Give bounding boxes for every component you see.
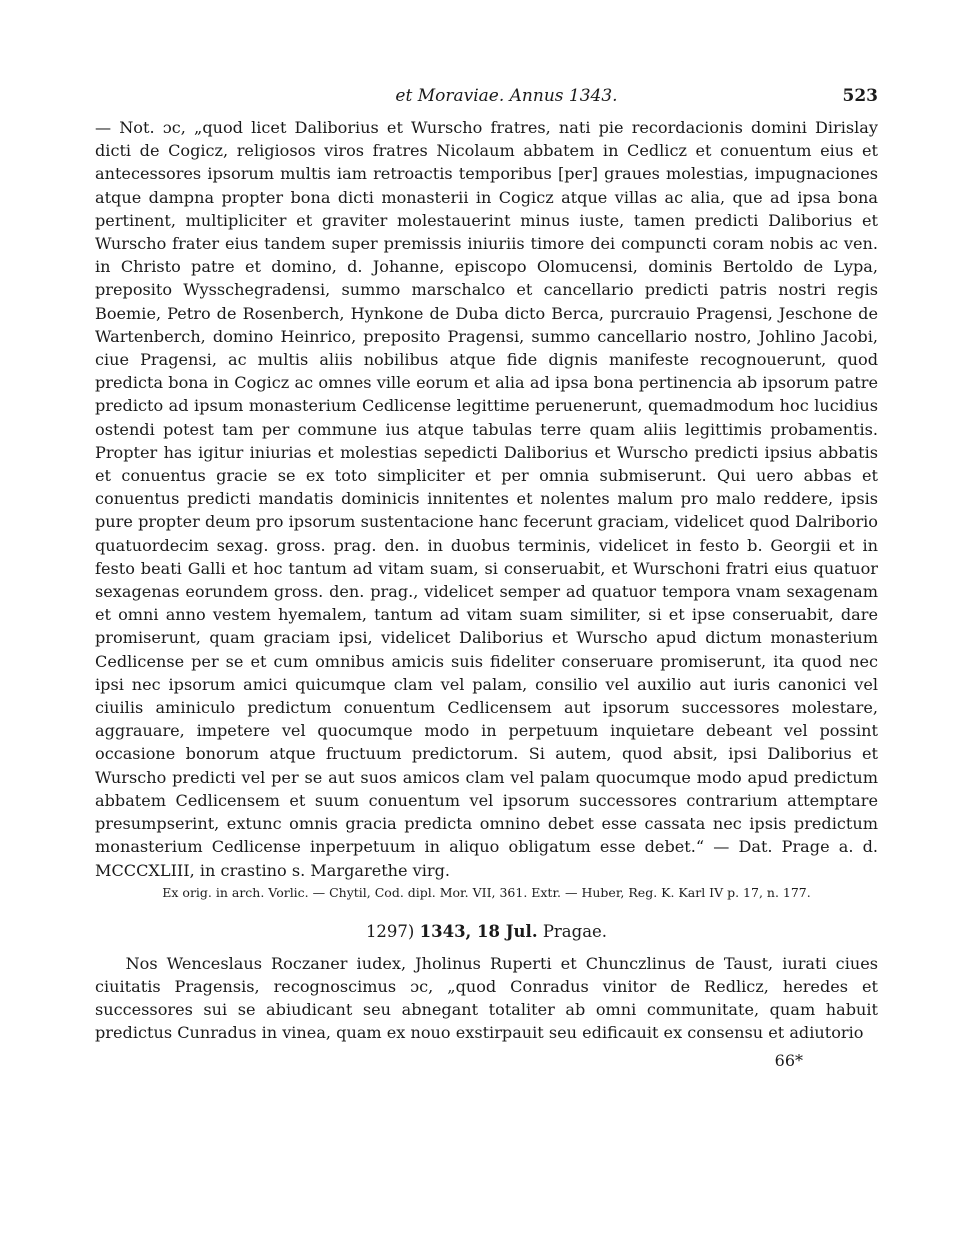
page-number: 523 [842, 86, 878, 106]
charter-date: 1343, 18 Jul. [419, 921, 538, 941]
charter-text-1297: Nos Wenceslaus Roczaner iudex, Jholinus Ruperti et Chunczlinus de Taust, iurati ciues ciuitatis Pragensis, recognoscimus ɔc, „quod Conradus vinitor de Redlicz, heredes et successores sui se abiudicant seu abnegant totaliter ab omni communitate, quam habuit predictus Cunradus in vinea, quam ex nouo exstirpauit seu edificauit ex consensu et adiutorio [95, 953, 878, 1043]
charter-text-1296: — Not. ɔc, „quod licet Daliborius et Wurscho fratres, nati pie recordacionis domini Dirislay dicti de Cogicz, religiosos viros fratres Nicolaum abbatem in Cedlicz et conuentum eius et antecessores ipsorum multis iam retroactis temporibus [per] graues molestias, impugnaciones atque dampna propter bona dicti monasterii in Cogicz atque villas ac alia, que ad ipsa bona pertinent, multipliciter et graviter molestauerint minus iuste, tamen predicti Daliborius et Wurscho frater eius tandem super premissis iniuriis timore dei compuncti coram nobis ac ven. in Christo patre et domino, d. Johanne, episcopo Olomucensi, dominis Bertoldo de Lypa, preposito Wysschegradensi, summo marschalco et cancellario predicti patris nostri regis Boemie, Petro de Rosenberch, Hynkone de Duba dicto Berca, purcrauio Pragensi, Jeschone de Wartenberch, domino Heinrico, preposito Pragensi, summo cancellario nostro, Johlino Jacobi, ciue Pragensi, ac multis aliis nobilibus atque fide dignis manifeste recognouerunt, quod predicta bona in Cogicz ac omnes ville eorum et alia ad ipsa bona pertinencia ab ipsorum patre predicto ad ipsum monasterium Cedlicense legittime peruenerunt, quemadmodum hoc lucidius ostendi potest tam per commune ius atque tabulas terre quam aliis legittimis probamentis. Propter has igitur iniurias et molestias sepedicti Daliborius et Wurscho predicti ipsius abbatis et conuentus gracie se ex toto simpliciter et per omnia submiserunt. Qui uero abbas et conuentus predicti mandatis dominicis innitentes et nolentes malum pro malo reddere, ipsis pure propter deum pro ipsorum sustentacione hanc fecerunt graciam, videlicet quod Dalriborio quatuordecim sexag. gross. prag. den. in duobus terminis, videlicet in festo b. Georgii et in festo beati Galli et hoc tantum ad vitam suam, si conseruabit, et Wurschoni fratri eius quatuor sexagenas eorundem gross. den. prag., videlicet semper ad quatuor tempora vnam sexagenam et omni anno vestem hyemalem, tantum ad vitam suam similiter, si et ipse conseruabit, dare promiserunt, quam graciam ipsi, videlicet Daliborius et Wurscho apud dictum monasterium Cedlicense per se et cum omnibus amicis suis fideliter conseruare promiserunt, ita quod nec ipsi nec ipsorum amici quicumque clam vel palam, consilio vel auxilio aut iuris canonici vel ciuilis aminiculo predictum conuentum Cedlicensem aut ipsorum successores molestare, aggrauare, impetere vel quocumque modo in perpetuum inquietare debeant vel possint occasione bonorum atque fructuum predictorum. Si autem, quod absit, ipsi Daliborius et Wurscho predicti vel per se aut suos amicos clam vel palam quocumque modo apud predictum abbatem Cedlicensem et suum conuentum vel ipsorum successores contrarium attemptare presumpserint, extunc omnis gracia predicta omnino debet esse cassata nec ipsis predictum monasterium Cedlicense inperpetuum in aliquo obligatum esse debet.“ — Dat. Prage a. d. MCCCXLIII, in crastino s. Margarethe virg. [95, 118, 878, 880]
document-page [95, 86, 878, 1070]
charter-heading-1297 [95, 920, 878, 944]
charter-place: Pragae. [542, 921, 608, 941]
signature-mark: 66* [774, 1050, 803, 1070]
source-note: Ex orig. in arch. Vorlic. — Chytil, Cod. dipl. Mor. VII, 361. Extr. — Huber, Reg. K. Karl IV p. 17, n. 177. [162, 884, 811, 900]
charter-number: 1297) [365, 921, 415, 941]
running-header [95, 86, 878, 116]
running-title: et Moraviae. Annus 1343. [395, 86, 618, 106]
